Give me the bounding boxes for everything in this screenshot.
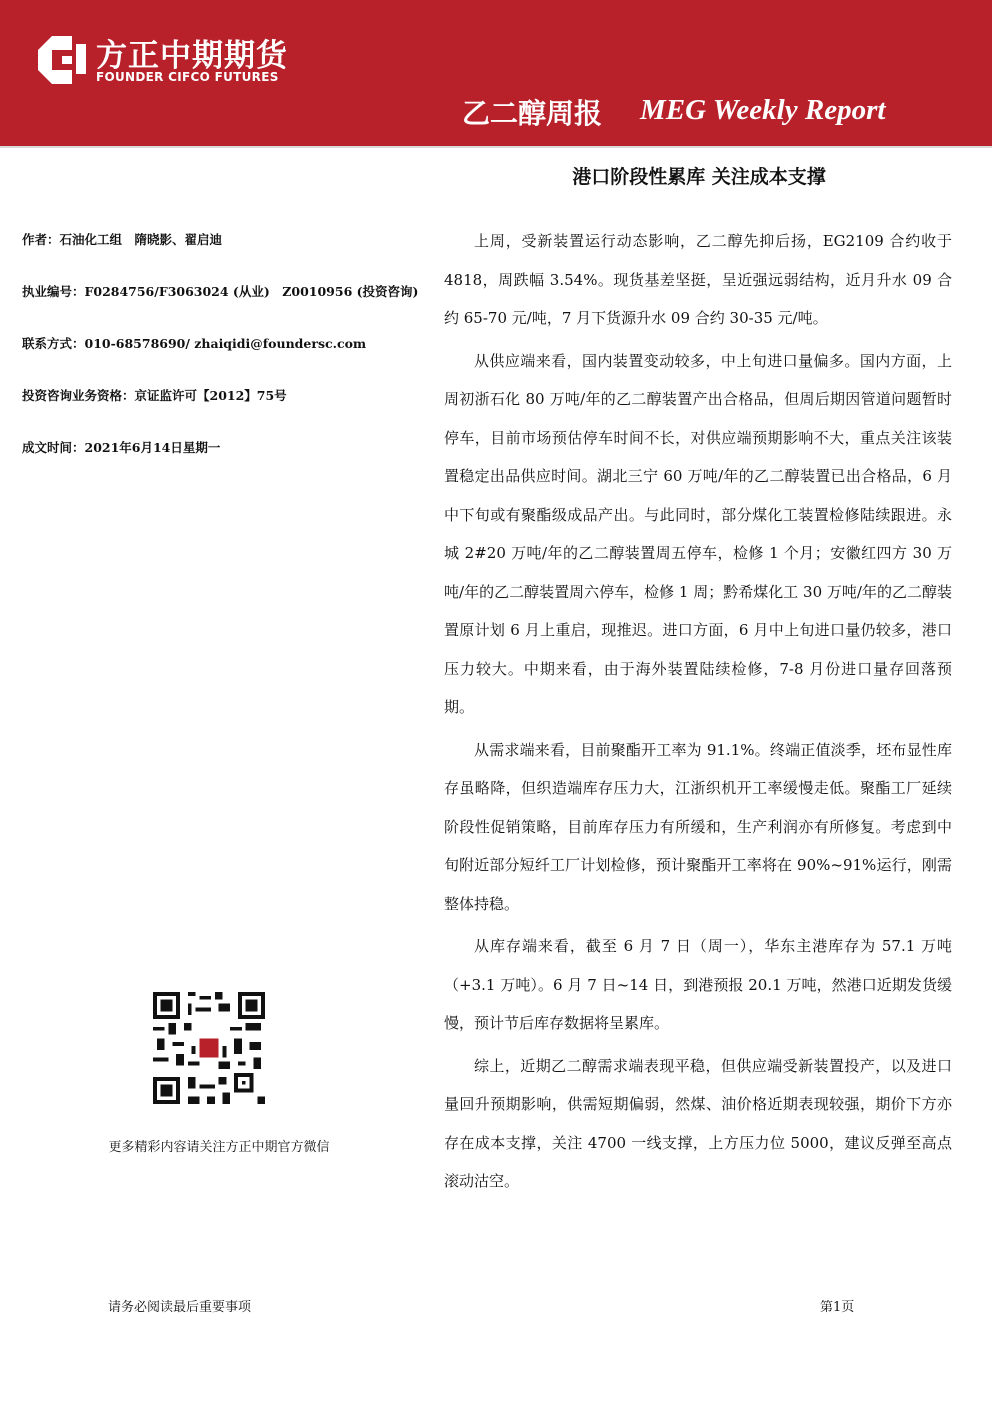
paragraph-price-review: 上周，受新装置运行动态影响，乙二醇先抑后扬，EG2109 合约收于 4818，周跌幅 3.54%。现货基差坚挺，呈近强远弱结构，近月升水 09 合约 65-70 元/吨，7 月下货源升水 09 合约 30-35 元/吨。: [444, 232, 952, 327]
report-name-chinese: 乙二醇周报: [462, 97, 603, 130]
report-body: [444, 222, 952, 1205]
author-line: 作者：石油化工组 隋晓影、翟启迪: [22, 232, 223, 247]
logo-chinese-name: 方正中期期货: [96, 38, 288, 74]
paragraph-demand: 从需求端来看，目前聚酯开工率为 91.1%。终端正值淡季，坯布显性库存虽略降，但织造端库存压力大，江浙织机开工率缓慢走低。聚酯工厂延续阶段性促销策略，目前库存压力有所缓和，生产利润亦有所修复。考虑到中旬附近部分短纤工厂计划检修，预计聚酯开工率将在 90%~91%运行，刚需整体持稳。: [444, 740, 952, 913]
paragraph-summary: 综上，近期乙二醇需求端表现平稳，但供应端受新装置投产，以及进口量回升预期影响，供需短期偏弱，然煤、油价格近期表现较强，期价下方亦存在成本支撑，关注 4700 一线支撑，上方压力位 5000，建议反弹至高点滚动沽空。: [444, 1056, 952, 1190]
date-line: 成文时间：2021年6月14日星期一: [22, 440, 221, 455]
header-divider: [0, 146, 992, 148]
report-name-english: MEG Weekly Report: [640, 94, 886, 126]
license-line: 执业编号：F0284756/F3063024 (从业) Z0010956 (投资咨询): [22, 284, 419, 299]
paragraph-supply: 从供应端来看，国内装置变动较多，中上旬进口量偏多。国内方面，上周初浙石化 80 万吨/年的乙二醇装置产出合格品，但周后期因管道问题暂时停车，目前市场预估停车时间不长，对供应端预期影响不大，重点关注该装置稳定出品供应时间。湖北三宁 60 万吨/年的乙二醇装置已出合格品，6 月中下旬或有聚酯级成品产出。与此同时，部分煤化工装置检修陆续跟进。永城 2#20 万吨/年的乙二醇装置周五停车，检修 1 个月；安徽红四方 30 万吨/年的乙二醇装置周六停车，检修 1 周；黔希煤化工 30 万吨/年的乙二醇装置原计划 6 月上重启，现推迟。进口方面，6 月中上旬进口量仍较多，港口压力较大。中期来看，由于海外装置陆续检修，7-8 月份进口量存回落预期。: [444, 351, 952, 716]
founder-logo-icon: [38, 36, 86, 84]
report-header: [0, 0, 992, 146]
contact-line: 联系方式：010-68578690/ zhaiqidi@foundersc.com: [22, 336, 367, 351]
qr-caption: 更多精彩内容请关注方正中期官方微信: [108, 1140, 330, 1155]
page-number: 第1页: [820, 1300, 855, 1315]
qr-code-icon: [153, 992, 265, 1104]
qualification-line: 投资咨询业务资格：京证监许可【2012】75号: [22, 388, 287, 403]
paragraph-inventory: 从库存端来看，截至 6 月 7 日（周一），华东主港库存为 57.1 万吨（+3.1 万吨）。6 月 7 日~14 日，到港预报 20.1 万吨，然港口近期发货缓慢，预计节后库存数据将呈累库。: [444, 937, 952, 1032]
report-title: 港口阶段性累库 关注成本支撑: [572, 166, 826, 188]
logo-english-name: FOUNDER CIFCO FUTURES: [96, 70, 279, 84]
footer-notice: 请务必阅读最后重要事项: [108, 1300, 252, 1315]
